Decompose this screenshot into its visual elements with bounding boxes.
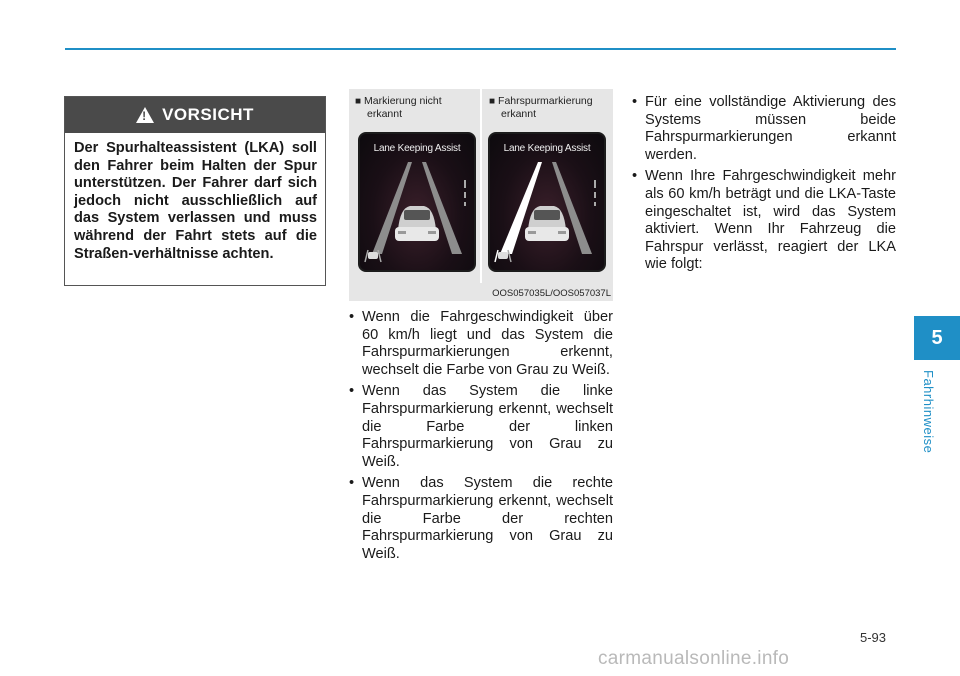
figure-divider [480, 89, 482, 283]
figure-label-text: erkannt [501, 108, 537, 120]
list-item [632, 94, 896, 164]
figure-label-not-detected [355, 95, 477, 120]
speed-indicator-bars [594, 180, 596, 206]
chapter-label [921, 370, 941, 460]
bullet-dot: • [632, 94, 638, 110]
cluster-screen-not-detected [358, 132, 476, 272]
bullet-dot: • [632, 168, 638, 185]
caution-title: VORSICHT [162, 105, 254, 124]
watermark: carmanualsonline.info [598, 648, 790, 669]
list-item [349, 475, 613, 563]
lka-figure [349, 89, 613, 301]
bullet-dot: • [349, 475, 355, 492]
car-icon [395, 206, 439, 241]
square-bullet-icon: ■ [489, 96, 496, 107]
warning-triangle-icon [136, 107, 154, 123]
right-column [632, 94, 896, 278]
list-item [349, 383, 613, 471]
caution-text: Der Spurhalteassistent (LKA) soll den Fahrer beim Halten der Spur unterstützen. Der Fahrer darf sich jedoch nicht ausschließlich auf das System verlassen und muss während der Fahrt stets auf die Straßen-verhältnisse achten. [74, 140, 317, 262]
caution-box [64, 96, 326, 286]
list-item-text: Für eine vollständige Aktivierung des Systems müssen beide Fahrspurmarkierungen erkannt werden. [645, 94, 896, 163]
bullet-dot: • [349, 309, 355, 325]
lane-graphic [360, 134, 474, 270]
figure-label-text: erkannt [367, 108, 403, 120]
list-item-text: Wenn Ihre Fahrgeschwindigkeit mehr als 60 km/h beträgt und die LKA-Taste eingeschaltet ist, wird das System aktiviert. Wenn Ihr Fahrzeug die Fahrspur verlässt, reagiert der LKA wie folgt: [645, 168, 896, 273]
top-rule [65, 48, 896, 50]
screen-title: Lane Keeping Assist [503, 143, 591, 154]
lane-graphic [490, 134, 604, 270]
figure-code: OOS057035L/OOS057037L [492, 288, 611, 299]
speed-indicator-bars [464, 180, 466, 206]
figure-label-text: Markierung nicht [364, 95, 442, 107]
screen-title: Lane Keeping Assist [373, 143, 461, 154]
car-icon [525, 206, 569, 241]
figure-label-detected [489, 95, 611, 120]
square-bullet-icon: ■ [355, 96, 362, 107]
bullet-dot: • [349, 383, 355, 400]
list-item-text: Wenn die Fahrgeschwindigkeit über 60 km/h liegt und das System die Fahrspurmarkierungen erkennt, wechselt die Farbe von Grau zu Weiß. [362, 309, 613, 378]
middle-column [349, 309, 613, 567]
cluster-screen-detected [488, 132, 606, 272]
chapter-label-text: Fahrhinweise [921, 370, 936, 454]
list-item-text: Wenn das System die rechte Fahrspurmarkierung erkennt, wechselt die Farbe der rechten Fahrspurmarkierung von Grau zu Weiß. [362, 475, 613, 562]
chapter-tab: 5 [914, 316, 960, 360]
list-item-text: Wenn das System die linke Fahrspurmarkierung erkennt, wechselt die Farbe der linken Fahrspurmarkierung von Grau zu Weiß. [362, 383, 613, 470]
list-item [349, 309, 613, 379]
caution-header [65, 97, 325, 133]
figure-label-text: Fahrspurmarkierung [498, 95, 593, 107]
list-item [632, 168, 896, 274]
page-number: 5-93 [860, 630, 887, 645]
